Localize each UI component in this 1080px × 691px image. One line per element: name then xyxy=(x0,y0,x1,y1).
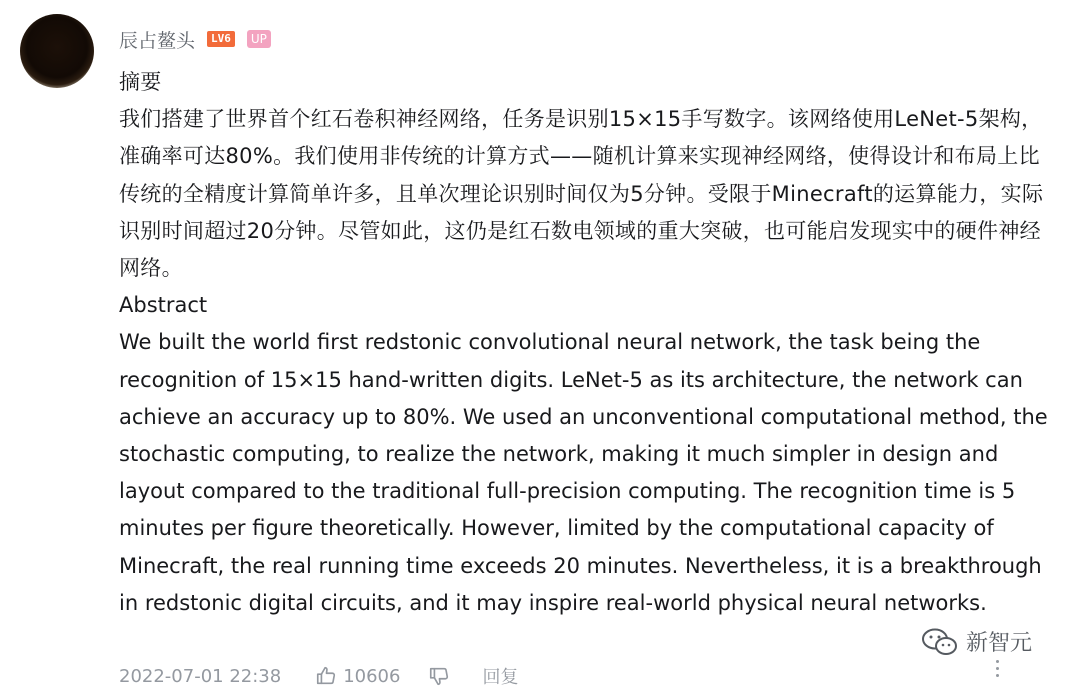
more-icon[interactable] xyxy=(996,660,999,677)
username[interactable]: 辰占鳌头 xyxy=(119,29,196,52)
timestamp: 2022-07-01 22:38 xyxy=(119,665,282,687)
abstract-cn-heading: 摘要 xyxy=(119,70,162,94)
up-badge: UP xyxy=(247,30,271,48)
thumbs-up-icon xyxy=(315,665,337,687)
avatar[interactable] xyxy=(20,14,94,88)
abstract-cn-body: 我们搭建了世界首个红石卷积神经网络，任务是识别15×15手写数字。该网络使用LeNet-5架构，准确率可达80%。我们使用非传统的计算方式——随机计算来实现神经网络，使得设计和布局上比传统的全精度计算简单许多，且单次理论识别时间仅为5分钟。受限于Minecraft的运算能力，实际识别时间超过20分钟。尽管如此，这仍是红石数电领域的重大突破，也可能启发现实中的硬件神经网络。 xyxy=(119,107,1044,281)
like-count: 10606 xyxy=(343,665,401,687)
comment-header xyxy=(119,26,271,52)
dislike-button[interactable] xyxy=(428,665,450,687)
abstract-en-heading: Abstract xyxy=(119,293,208,318)
comment-footer xyxy=(119,662,518,690)
wechat-icon xyxy=(920,627,960,657)
thumbs-down-icon xyxy=(428,665,450,687)
abstract-en-body: We built the world first redstonic convolutional neural network, the task being the recognition of 15×15 hand-written digits. LeNet-5 as its architecture, the network can achieve an accuracy up to 80%. We used an unconventional computational method, the stochastic computing, to realize the network, making it much simpler in design and layout compared to the traditional full-precision computing. The recognition time is 5 minutes per figure theoretically. However, limited by the computational capacity of Minecraft, the real running time exceeds 20 minutes. Nevertheless, it is a breakthrough in redstonic digital circuits, and it may inspire real-world physical neural networks. xyxy=(119,330,1048,615)
watermark xyxy=(920,626,1032,657)
like-button[interactable] xyxy=(315,665,400,687)
level-badge: LV6 xyxy=(207,31,235,47)
watermark-text: 新智元 xyxy=(966,631,1033,656)
comment-content xyxy=(119,64,1059,622)
reply-button[interactable]: 回复 xyxy=(482,667,519,688)
